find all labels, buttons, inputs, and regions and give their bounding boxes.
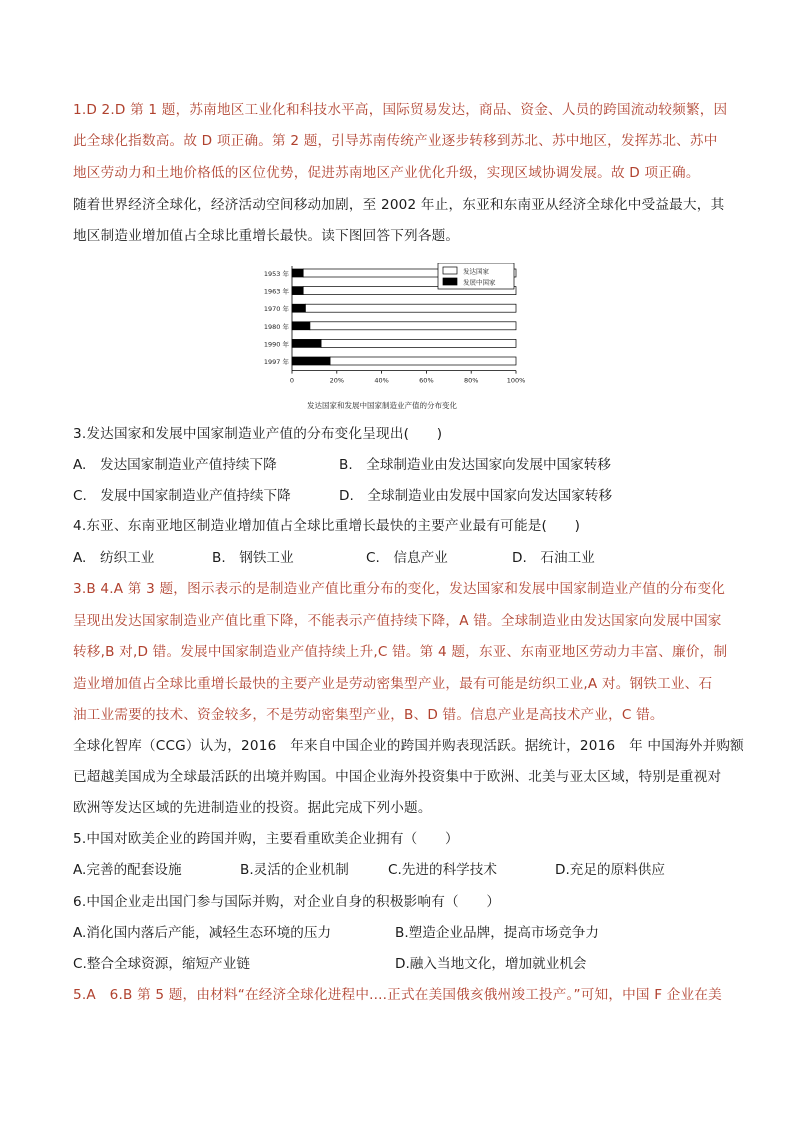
- x-tick-label: 20%: [329, 376, 345, 385]
- question-4-stem: 4.东亚、东南亚地区制造业增加值占全球比重增长最快的主要产业最有可能是( ): [73, 518, 581, 534]
- bar-developing: [292, 339, 321, 347]
- question-3-stem: 3.发达国家和发展中国家制造业产值的分布变化呈现出( ): [73, 426, 443, 442]
- answer-5-6-line-1: 5.A 6.B 第 5 题，由材料“在经济全球化进程中....正式在美国俄亥俄州竣工投产。”可知，中国 F 企业在美: [73, 987, 722, 1003]
- question-6-option-d[interactable]: D.融入当地文化，增加就业机会: [395, 956, 587, 972]
- x-tick-label: 80%: [463, 376, 479, 385]
- answer-3-4-line-3: 转移,B 对,D 错。发展中国家制造业产值持续上升,C 错。第 4 题，东亚、东南亚地区劳动力丰富、廉价，制: [73, 644, 728, 660]
- bar-developed: [310, 322, 516, 330]
- intro-5-6-line-3: 欧洲等发达区域的先进制造业的投资。据此完成下列小题。: [73, 800, 432, 816]
- answer-1-2-line-2: 此全球化指数高。故 D 项正确。第 2 题，引导苏南传统产业逐步转移到苏北、苏中地区，发挥苏北、苏中: [73, 133, 718, 149]
- question-3-option-d[interactable]: D. 全球制造业由发展中国家向发达国家转移: [339, 488, 613, 504]
- y-tick-label: 1970 年: [263, 305, 289, 314]
- bar-developing: [292, 357, 330, 365]
- x-tick-label: 60%: [419, 376, 434, 385]
- question-5-option-d[interactable]: D.充足的原料供应: [555, 862, 665, 878]
- chart-title: 发达国家和发展中国家制造业产值的分布变化: [307, 401, 457, 410]
- legend-label: 发展中国家: [463, 278, 496, 287]
- bar-developing: [292, 322, 310, 330]
- question-4-option-b[interactable]: B. 钢铁工业: [212, 550, 294, 566]
- intro-3-4-line-2: 地区制造业增加值占全球比重增长最快。读下图回答下列各题。: [73, 228, 460, 244]
- bar-developed: [321, 339, 516, 347]
- answer-1-2-line-1: 1.D 2.D 第 1 题，苏南地区工业化和科技水平高，国际贸易发达，商品、资金、人员的跨国流动较频繁，因: [73, 102, 728, 118]
- question-5-option-c[interactable]: C.先进的科学技术: [388, 862, 497, 878]
- bar-developing: [292, 287, 303, 295]
- question-3-option-a[interactable]: A. 发达国家制造业产值持续下降: [73, 457, 277, 473]
- question-5-option-a[interactable]: A.完善的配套设施: [73, 862, 182, 878]
- x-tick-label: 40%: [374, 376, 389, 385]
- y-tick-label: 1990 年: [263, 340, 289, 349]
- bar-developed: [305, 304, 516, 312]
- y-tick-label: 1980 年: [263, 322, 289, 331]
- intro-5-6-line-1: 全球化智库（CCG）认为，2016 年来自中国企业的跨国并购表现活跃。据统计，2016 年 中国海外并购额: [73, 738, 744, 754]
- bar-developing: [292, 269, 303, 277]
- x-tick-label: 0: [289, 376, 295, 385]
- bar-developing: [292, 304, 305, 312]
- bar-developed: [330, 357, 516, 365]
- intro-3-4-line-1: 随着世界经济全球化，经济活动空间移动加剧，至 2002 年止，东亚和东南亚从经济全球化中受益最大，其: [73, 197, 725, 213]
- question-4-option-d[interactable]: D. 石油工业: [512, 550, 595, 566]
- question-6-option-b[interactable]: B.塑造企业品牌，提高市场竞争力: [395, 925, 599, 941]
- question-4-option-c[interactable]: C. 信息产业: [366, 550, 448, 566]
- answer-1-2-line-3: 地区劳动力和土地价格低的区位优势，促进苏南地区产业优化升级，实现区域协调发展。故 D 项正确。: [73, 165, 700, 181]
- y-tick-label: 1997 年: [263, 358, 289, 366]
- question-5-option-b[interactable]: B.灵活的企业机制: [240, 862, 349, 878]
- question-3-option-b[interactable]: B. 全球制造业由发达国家向发展中国家转移: [339, 457, 611, 473]
- answer-3-4-line-4: 造业增加值占全球比重增长最快的主要产业是劳动密集型产业，最有可能是纺织工业,A 对。钢铁工业、石: [73, 676, 713, 692]
- question-6-option-a[interactable]: A.消化国内落后产能，减轻生态环境的压力: [73, 925, 332, 941]
- question-6-option-c[interactable]: C.整合全球资源，缩短产业链: [73, 956, 250, 972]
- legend-label: 发达国家: [463, 267, 489, 276]
- question-6-stem: 6.中国企业走出国门参与国际并购，对企业自身的积极影响有（ ）: [73, 894, 501, 910]
- answer-3-4-line-5: 油工业需要的技术、资金较多，不是劳动密集型产业，B、D 错。信息产业是高技术产业，C 错。: [73, 707, 664, 723]
- x-tick-label: 100%: [506, 376, 526, 385]
- legend-swatch: [443, 278, 457, 285]
- y-tick-label: 1953 年: [263, 270, 289, 278]
- question-3-option-c[interactable]: C. 发展中国家制造业产值持续下降: [73, 488, 291, 504]
- legend-swatch: [443, 267, 457, 274]
- answer-3-4-line-2: 呈现出发达国家制造业产值比重下降，不能表示产值持续下降，A 错。全球制造业由发达国家向发展中国家: [73, 613, 722, 629]
- y-tick-label: 1963 年: [263, 287, 289, 296]
- answer-3-4-line-1: 3.B 4.A 第 3 题，图示表示的是制造业产值比重分布的变化，发达国家和发展中国家制造业产值的分布变化: [73, 581, 726, 597]
- intro-5-6-line-2: 已超越美国成为全球最活跃的出境并购国。中国企业海外投资集中于欧洲、北美与亚太区域，特别是重视对: [73, 769, 722, 785]
- question-4-option-a[interactable]: A. 纺织工业: [73, 550, 155, 566]
- manufacturing-distribution-chart: [262, 263, 532, 413]
- question-5-stem: 5.中国对欧美企业的跨国并购，主要看重欧美企业拥有（ ）: [73, 831, 459, 847]
